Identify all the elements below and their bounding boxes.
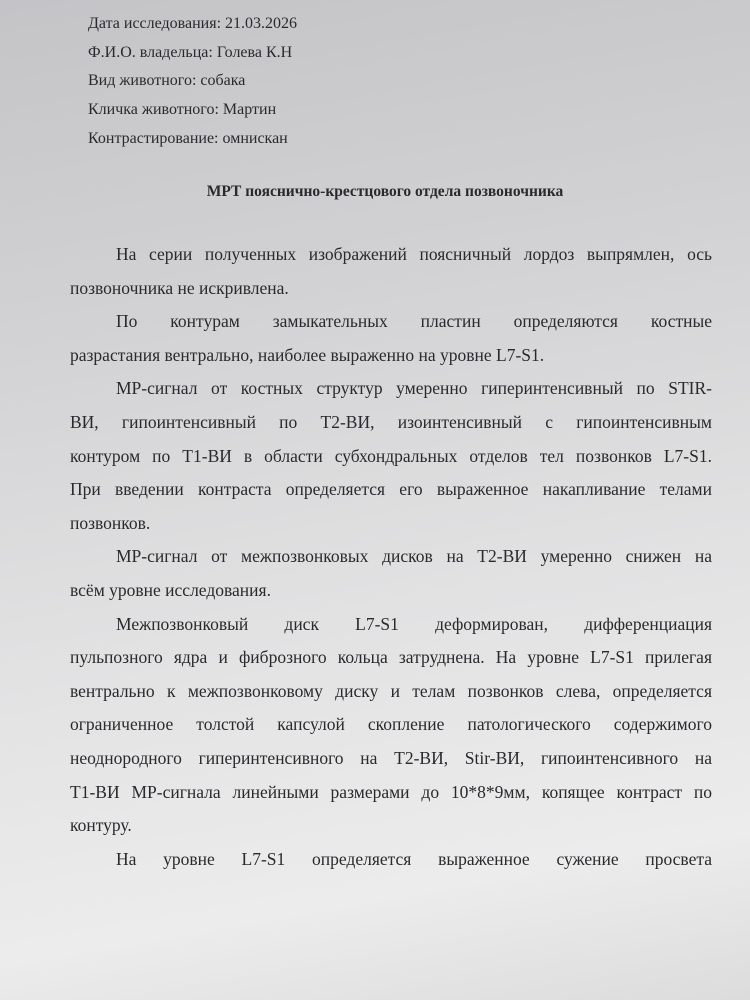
contrast-agent: Контрастирование: омнискан — [88, 129, 288, 147]
text-line: вентрально к межпозвонковому диску и телам позвонков слева, определяется — [70, 680, 712, 701]
text-line: На серии полученных изображений поясничный лордоз выпрямлен, ось — [116, 244, 712, 264]
report-paragraph — [70, 540, 712, 607]
text-line: МР-сигнал от костных структур умеренно гиперинтенсивный по STIR- — [116, 378, 712, 399]
text-line: контуру. — [70, 815, 132, 836]
report-paragraph — [70, 608, 712, 843]
report-title: МРТ пояснично-крестцового отдела позвоночника — [206, 183, 564, 200]
text-line: позвонков. — [70, 512, 151, 533]
text-line: Межпозвонковый диск L7-S1 деформирован, дифференциация — [116, 613, 712, 634]
text-line: На уровне L7-S1 определяется выраженное сужение просвета — [116, 848, 712, 869]
report-paragraph — [70, 372, 712, 540]
text-line: разрастания вентрально, наиболее выраженно на уровне L7-S1. — [70, 344, 545, 365]
text-line: пульпозного ядра и фиброзного кольца затруднена. На уровне L7-S1 прилегая — [70, 647, 712, 668]
owner-name: Ф.И.О. владельца: Голева К.Н — [88, 43, 293, 61]
animal-species: Вид животного: собака — [88, 72, 246, 90]
text-line: ВИ, гипоинтенсивный по T2-ВИ, изоинтенсивный с гипоинтенсивным — [70, 411, 712, 432]
report-paragraph — [70, 238, 712, 305]
text-line: всём уровне исследования. — [70, 579, 271, 600]
text-line: ограниченное толстой капсулой скопление патологического содержимого — [70, 714, 712, 735]
exam-date: Дата исследования: 21.03.2026 — [88, 15, 298, 32]
text-line: МР-сигнал от межпозвонковых дисков на T2-ВИ умеренно снижен на — [116, 546, 712, 567]
text-line: контуром по T1-ВИ в области субхондральных отделов тел позвонков L7-S1. — [70, 445, 712, 466]
text-line: позвоночника не искривлена. — [70, 277, 289, 298]
text-line: T1-ВИ МР-сигнала линейными размерами до 10*8*9мм, копящее контраст по — [70, 781, 712, 802]
text-line: При введении контраста определяется его выраженное накапливание телами — [70, 479, 712, 500]
report-body — [70, 238, 712, 876]
exam-metadata — [88, 10, 297, 153]
text-line: По контурам замыкательных пластин определяются костные — [116, 311, 712, 332]
text-line: неоднородного гиперинтенсивного на T2-ВИ, Stir-ВИ, гипоинтенсивного на — [70, 747, 712, 768]
report-paragraph — [70, 305, 712, 372]
animal-name: Кличка животного: Мартин — [88, 101, 277, 119]
report-paragraph — [70, 843, 712, 877]
